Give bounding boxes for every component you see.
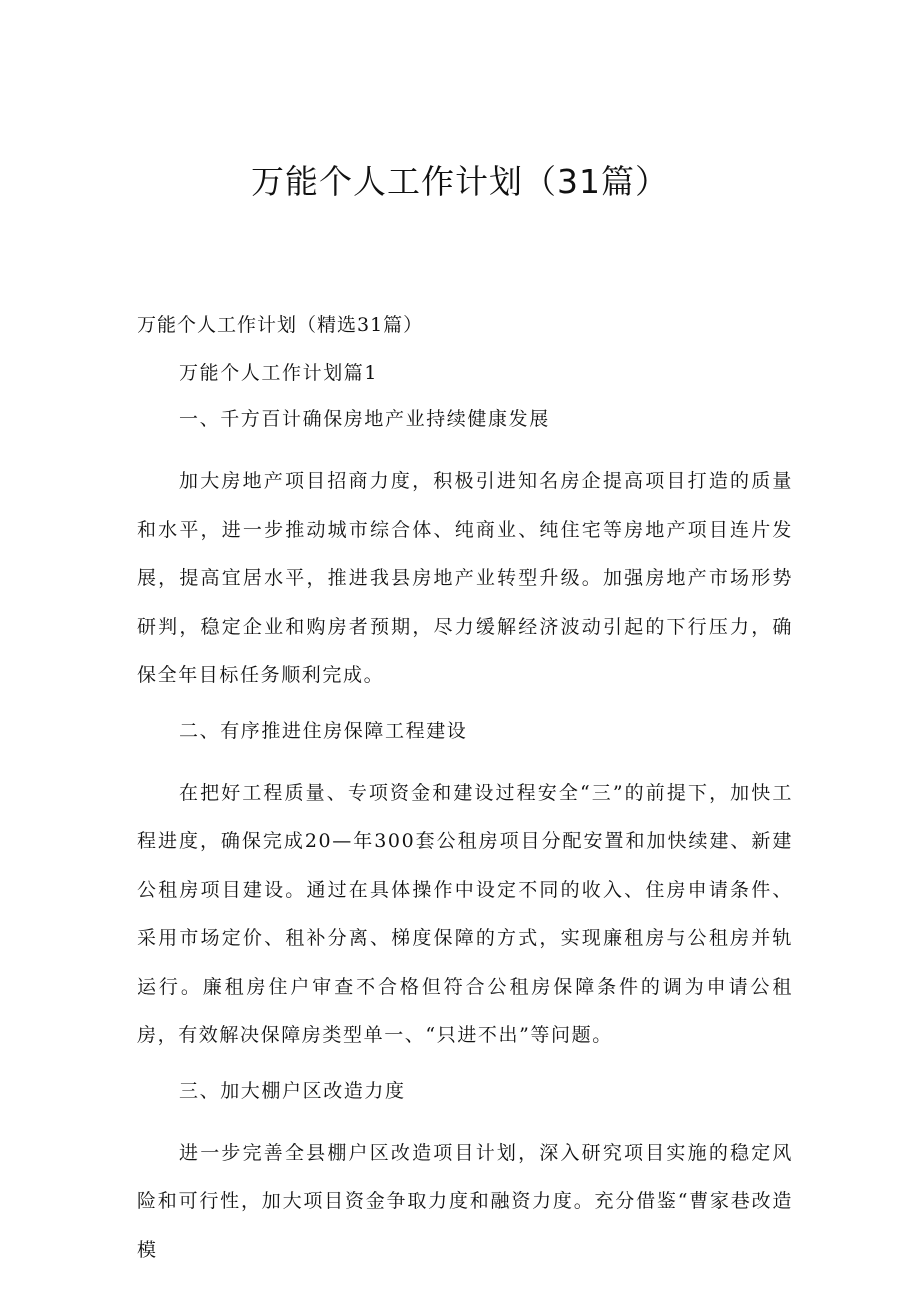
article-heading: 万能个人工作计划篇1 (179, 362, 379, 384)
section-body-1: 加大房地产项目招商力度，积极引进知名房企提高项目打造的质量和水平，进一步推动城市综合体、纯商业、纯住宅等房地产项目连片发展，提高宜居水平，推进我县房地产业转型升级。加强房地产市场形势研判，稳定企业和购房者预期，尽力缓解经济波动引起的下行压力，确保全年目标任务顺利完成。 (137, 470, 793, 686)
section-heading-2: 二、有序推进住房保障工程建设 (179, 719, 468, 742)
section-heading-1: 一、千方百计确保房地产业持续健康发展 (179, 408, 550, 430)
section-heading-3: 三、加大棚户区改造力度 (179, 1079, 406, 1102)
document-subtitle: 万能个人工作计划（精选31篇） (137, 314, 424, 336)
section-body-3: 进一步完善全县棚户区改造项目计划，深入研究项目实施的稳定风险和可行性，加大项目资金争取力度和融资力度。充分借鉴“曹家巷改造模 (137, 1141, 793, 1261)
document-title: 万能个人工作计划（31篇） (251, 162, 669, 201)
section-body-2: 在把好工程质量、专项资金和建设过程安全“三”的前提下，加快工程进度，确保完成20—年300套公租房项目分配安置和加快续建、新建公租房项目建设。通过在具体操作中设定不同的收入、住房申请条件、采用市场定价、租补分离、梯度保障的方式，实现廉租房与公租房并轨运行。廉租房住户审查不合格但符合公租房保障条件的调为申请公租房，有效解决保障房类型单一、“只进不出”等问题。 (137, 781, 793, 1046)
document-body (137, 358, 793, 1290)
